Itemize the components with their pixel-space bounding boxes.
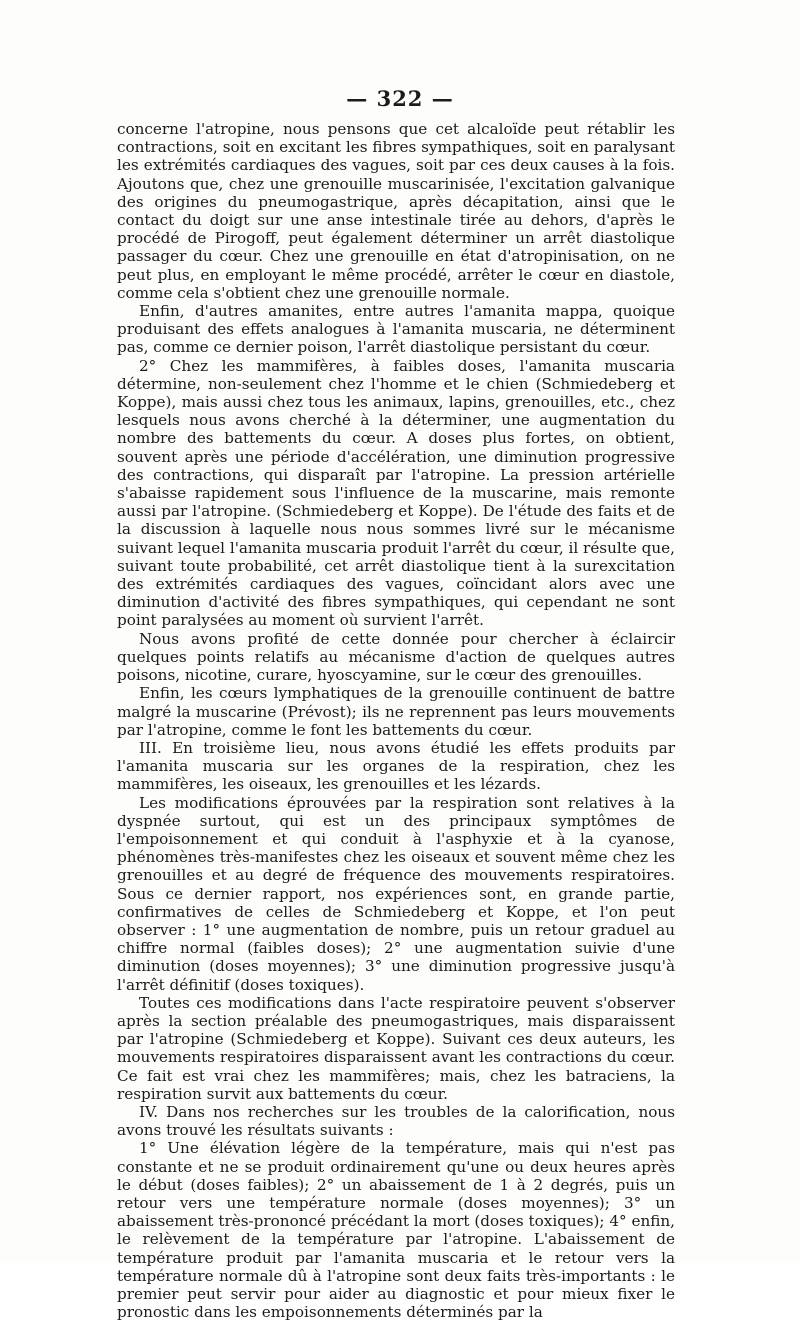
paragraph-respiration-modifications: Les modifications éprouvées par la respiration sont relatives à la dyspnée surtout, qui est un des principaux symptômes de l'empoisonnement et qui conduit à l'asphyxie et à la cyanose, phénomènes très-manifestes chez les oiseaux et souvent même chez les grenouilles et au degré de fréquence des mouvements respiratoires. Sous ce dernier rapport, nos expériences sont, en grande partie, confirmatives de celles de Schmiedeberg et Koppe, et l'on peut observer : 1° une augmentation de nombre, puis un retour graduel au chiffre normal (faibles doses); 2° une augmentation suivie d'une diminution (doses moyennes); 3° une diminution progressive jusqu'à l'arrêt définitif (doses toxiques). (117, 793, 675, 994)
paragraph-other-amanites: Enfin, d'autres amanites, entre autres l'amanita mappa, quoique produisant des effets analogues à l'amanita muscaria, ne déterminent pas, comme ce dernier poison, l'arrêt diastolique persistant du cœur. (117, 302, 675, 357)
paragraph-atropine-contractions: concerne l'atropine, nous pensons que cet alcaloïde peut rétablir les contractions, soit en excitant les fibres sympathiques, soit en paralysant les extrémités cardiaques des vagues, soit par ces deux causes à la fois. Ajoutons que, chez une grenouille muscarinisée, l'excitation galvanique des origines du pneumogastrique, après décapitation, ainsi que le contact du doigt sur une anse intestinale tirée au dehors, d'après le procédé de Pirogoff, peut également déterminer un arrêt diastolique passager du cœur. Chez une grenouille en état d'atropinisation, on ne peut plus, en employant le même procédé, arrêter le cœur en diastole, comme cela s'obtient chez une grenouille normale. (117, 120, 675, 302)
paragraph-lymphatic-hearts: Enfin, les cœurs lymphatiques de la grenouille continuent de battre malgré la muscarine (Prévost); ils ne reprennent pas leurs mouvements par l'atropine, comme le font les battements du cœur. (117, 684, 675, 739)
paragraph-respiration-intro: III. En troisième lieu, nous avons étudié les effets produits par l'amanita muscaria sur les organes de la respiration, chez les mammifères, les oiseaux, les grenouilles et les lézards. (117, 738, 675, 794)
paragraph-other-poisons: Nous avons profité de cette donnée pour chercher à éclaircir quelques points relatifs au mécanisme d'action de quelques autres poisons, nicotine, curare, hyoscyamine, sur le cœur des grenouilles. (117, 629, 675, 685)
paragraph-calorification-intro: IV. Dans nos recherches sur les troubles de la calorification, nous avons trouvé les résultats suivants : (117, 1102, 675, 1140)
body-text (117, 120, 675, 1321)
paragraph-mammals: 2° Chez les mammifères, à faibles doses, l'amanita muscaria détermine, non-seulement chez l'homme et le chien (Schmiedeberg et Koppe), mais aussi chez tous les animaux, lapins, grenouilles, etc., chez lesquels nous avons cherché à la déterminer, une augmentation du nombre des battements du cœur. A doses plus fortes, on obtient, souvent après une période d'accélération, une diminution progressive des contractions, qui disparaît par l'atropine. La pression artérielle s'abaisse rapidement sous l'influence de la muscarine, mais remonte aussi par l'atropine. (Schmiedeberg et Koppe). De l'étude des faits et de la discussion à laquelle nous nous sommes livré sur le mécanisme suivant lequel l'amanita muscaria produit l'arrêt du cœur, il résulte que, suivant toute probabilité, cet arrêt diastolique tient à la surexcitation des extrémités cardiaques des vagues, coïncidant alors avec une diminution d'activité des fibres sympathiques, qui cependant ne sont point paralysées au moment où survient l'arrêt. (117, 356, 675, 630)
paragraph-respiratory-act: Toutes ces modifications dans l'acte respiratoire peuvent s'observer après la section préalable des pneumogastriques, mais disparaissent par l'atropine (Schmiedeberg et Koppe). Suivant ces deux auteurs, les mouvements respiratoires disparaissent avant les contractions du cœur. Ce fait est vrai chez les mammifères; mais, chez les batraciens, la respiration survit aux battements du cœur. (117, 993, 675, 1103)
page-number: — 322 — (346, 86, 454, 111)
paragraph-temperature-results: 1° Une élévation légère de la température, mais qui n'est pas constante et ne se produit ordinairement qu'une ou deux heures après le début (doses faibles); 2° un abaissement de 1 à 2 degrés, puis un retour vers une température normale (doses moyennes); 3° un abaissement très-prononcé précédant la mort (doses toxiques); 4° enfin, le relèvement de la température par l'atropine. L'abaissement de température produit par l'amanita muscaria et le retour vers la température normale dû à l'atropine sont deux faits très-importants : le premier peut servir pour aider au diagnostic et pour mieux fixer le pronostic dans les empoisonnements déterminés par la (117, 1139, 675, 1321)
